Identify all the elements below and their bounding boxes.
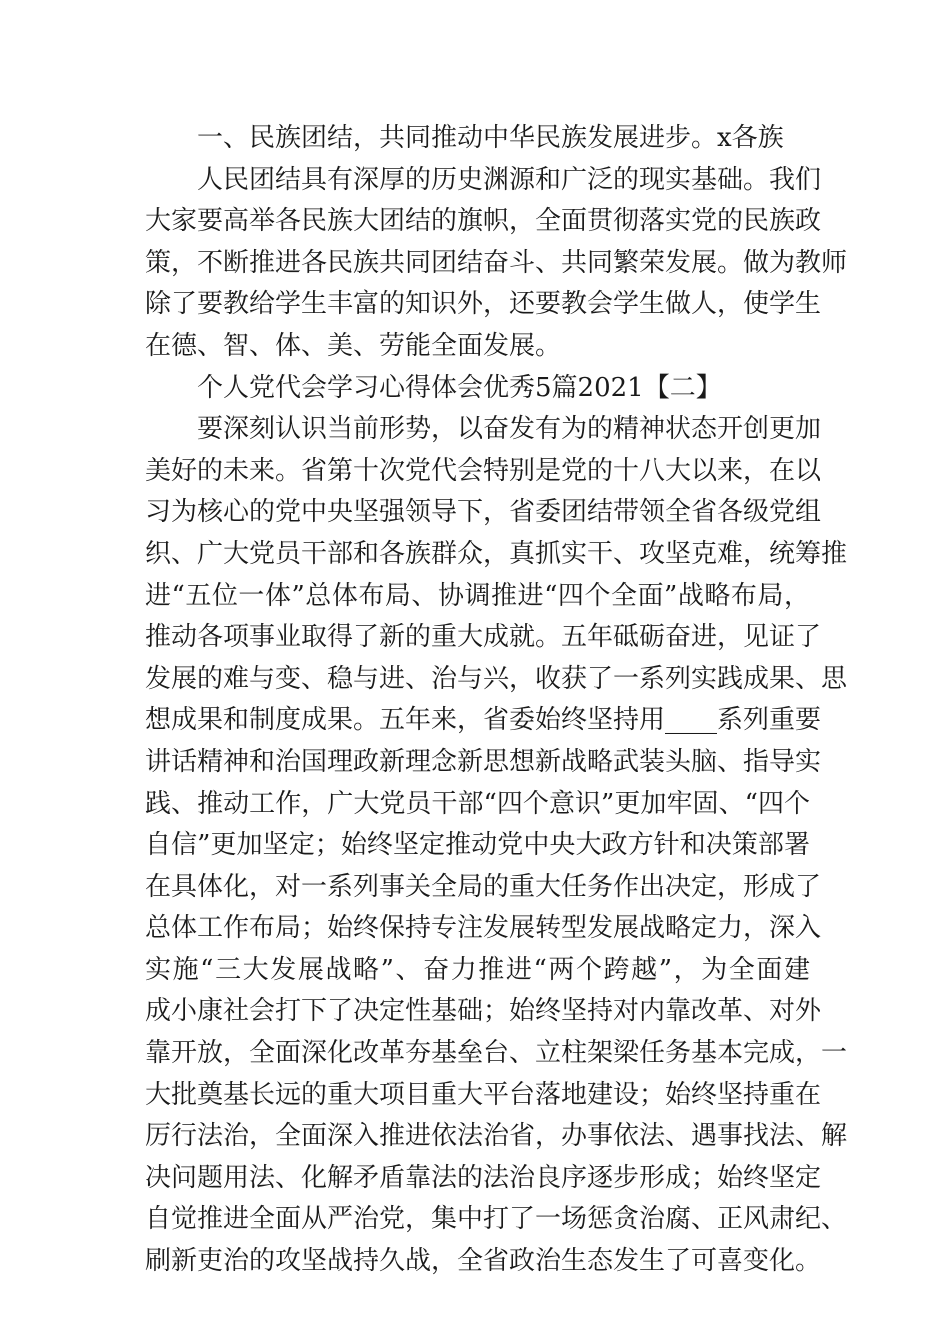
text-line: 总体工作布局；始终保持专注发展转型发展战略定力，深入 (145, 913, 822, 944)
text-line: 想成果和制度成果。五年来，省委始终坚持用____系列重要 (145, 705, 822, 736)
text-line: 织、广大党员干部和各族群众，真抓实干、攻坚克难，统筹推 (145, 538, 848, 569)
text-line: 讲话精神和治国理政新理念新思想新战略武装头脑、指导实 (145, 746, 822, 777)
text-line: 发展的难与变、稳与进、治与兴，收获了一系列实践成果、思 (145, 663, 848, 694)
text-line: 成小康社会打下了决定性基础；始终坚持对内靠改革、对外 (145, 996, 822, 1027)
text-line: 除了要教给学生丰富的知识外，还要教会学生做人，使学生 (145, 289, 822, 320)
text-line: 在具体化，对一系列事关全局的重大任务作出决定，形成了 (145, 871, 822, 902)
text-line: 推动各项事业取得了新的重大成就。五年砥砺奋进，见证了 (145, 622, 822, 653)
text-line: 大家要高举各民族大团结的旗帜，全面贯彻落实党的民族政 (145, 206, 822, 237)
text-line: 决问题用法、化解矛盾靠法的法治良序逐步形成；始终坚定 (145, 1162, 822, 1193)
section-heading: 个人党代会学习心得体会优秀5篇2021【二】 (197, 372, 722, 403)
text-line: 美好的未来。省第十次党代会特别是党的十八大以来，在以 (145, 455, 822, 486)
text-line: 要深刻认识当前形势，以奋发有为的精神状态开创更加 (197, 414, 822, 445)
text-line: 践、推动工作，广大党员干部“四个意识”更加牢固、“四个 (145, 788, 810, 819)
text-line: 厉行法治，全面深入推进依法治省，办事依法、遇事找法、解 (145, 1121, 848, 1152)
text-line: 靠开放，全面深化改革夯基垒台、立柱架梁任务基本完成，一 (145, 1038, 848, 1069)
text-line: 实施“三大发展战略”、奋力推进“两个跨越”，为全面建 (145, 954, 810, 985)
text-line: 刷新吏治的攻坚战持久战，全省政治生态发生了可喜变化。 (145, 1246, 822, 1277)
text-line: 策，不断推进各民族共同团结奋斗、共同繁荣发展。做为教师 (145, 247, 848, 278)
text-line: 进“五位一体”总体布局、协调推进“四个全面”战略布局， (145, 580, 810, 611)
text-line: 在德、智、体、美、劳能全面发展。 (145, 330, 562, 361)
text-line: 自觉推进全面从严治党，集中打了一场惩贪治腐、正风肃纪、 (145, 1204, 848, 1235)
text-line: 大批奠基长远的重大项目重大平台落地建设；始终坚持重在 (145, 1079, 822, 1110)
text-line: 人民团结具有深厚的历史渊源和广泛的现实基础。我们 (197, 164, 822, 195)
document-body (145, 118, 848, 1283)
text-line: 一、民族团结，共同推动中华民族发展进步。x各族 (197, 123, 784, 153)
text-line: 自信”更加坚定；始终坚定推动党中央大政方针和决策部署 (145, 830, 810, 861)
text-line: 习为核心的党中央坚强领导下，省委团结带领全省各级党组 (145, 497, 822, 528)
